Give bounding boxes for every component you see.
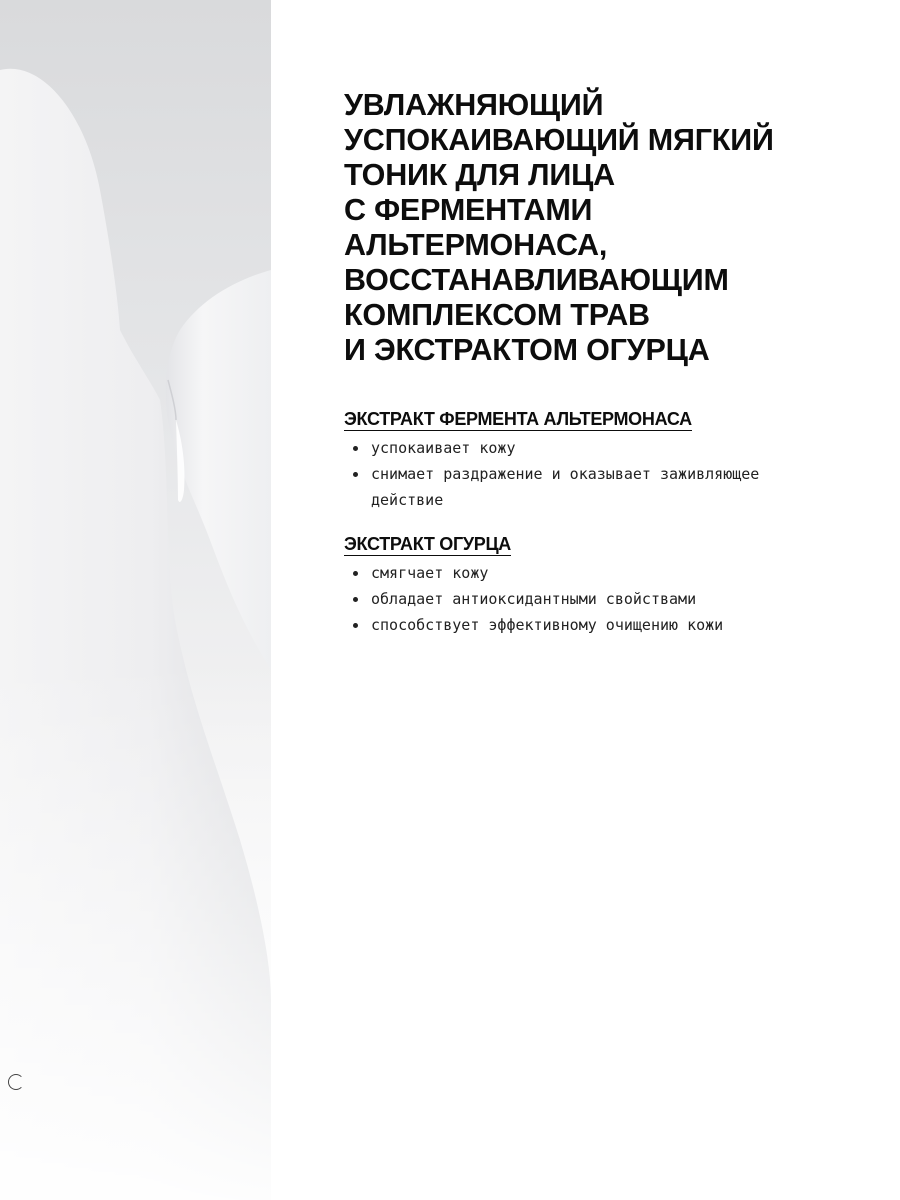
title-line: И ЭКСТРАКТОМ ОГУРЦА xyxy=(344,333,710,367)
cream-texture-illustration xyxy=(0,0,271,1200)
loading-spinner-icon xyxy=(8,1074,24,1090)
benefit-list xyxy=(344,435,864,513)
cream-texture-image xyxy=(0,0,271,1200)
benefit-item: обладает антиоксидантными свойствами xyxy=(344,586,771,612)
ingredient-section-cucumber xyxy=(344,533,864,638)
product-description xyxy=(344,88,864,638)
title-line: С ФЕРМЕНТАМИ xyxy=(344,193,593,227)
title-line: КОМПЛЕКСОМ ТРАВ xyxy=(344,298,650,332)
benefit-item: смягчает кожу xyxy=(344,560,771,586)
ingredient-heading: ЭКСТРАКТ ФЕРМЕНТА АЛЬТЕРМОНАСА xyxy=(344,409,692,429)
title-line: УСПОКАИВАЮЩИЙ МЯГКИЙ xyxy=(344,123,774,157)
title-line: УВЛАЖНЯЮЩИЙ xyxy=(344,88,604,122)
ingredient-section-altermonas xyxy=(344,408,864,513)
title-line: АЛЬТЕРМОНАСА, xyxy=(344,228,608,262)
title-line: ТОНИК ДЛЯ ЛИЦА xyxy=(344,158,615,192)
product-title xyxy=(344,88,864,368)
ingredient-heading: ЭКСТРАКТ ОГУРЦА xyxy=(344,534,512,554)
benefit-item: снимает раздражение и оказывает заживляющее действие xyxy=(344,461,771,513)
title-line: ВОССТАНАВЛИВАЮЩИМ xyxy=(344,263,729,297)
benefit-item: успокаивает кожу xyxy=(344,435,771,461)
benefit-item: способствует эффективному очищению кожи xyxy=(344,612,771,638)
benefit-list xyxy=(344,560,864,638)
